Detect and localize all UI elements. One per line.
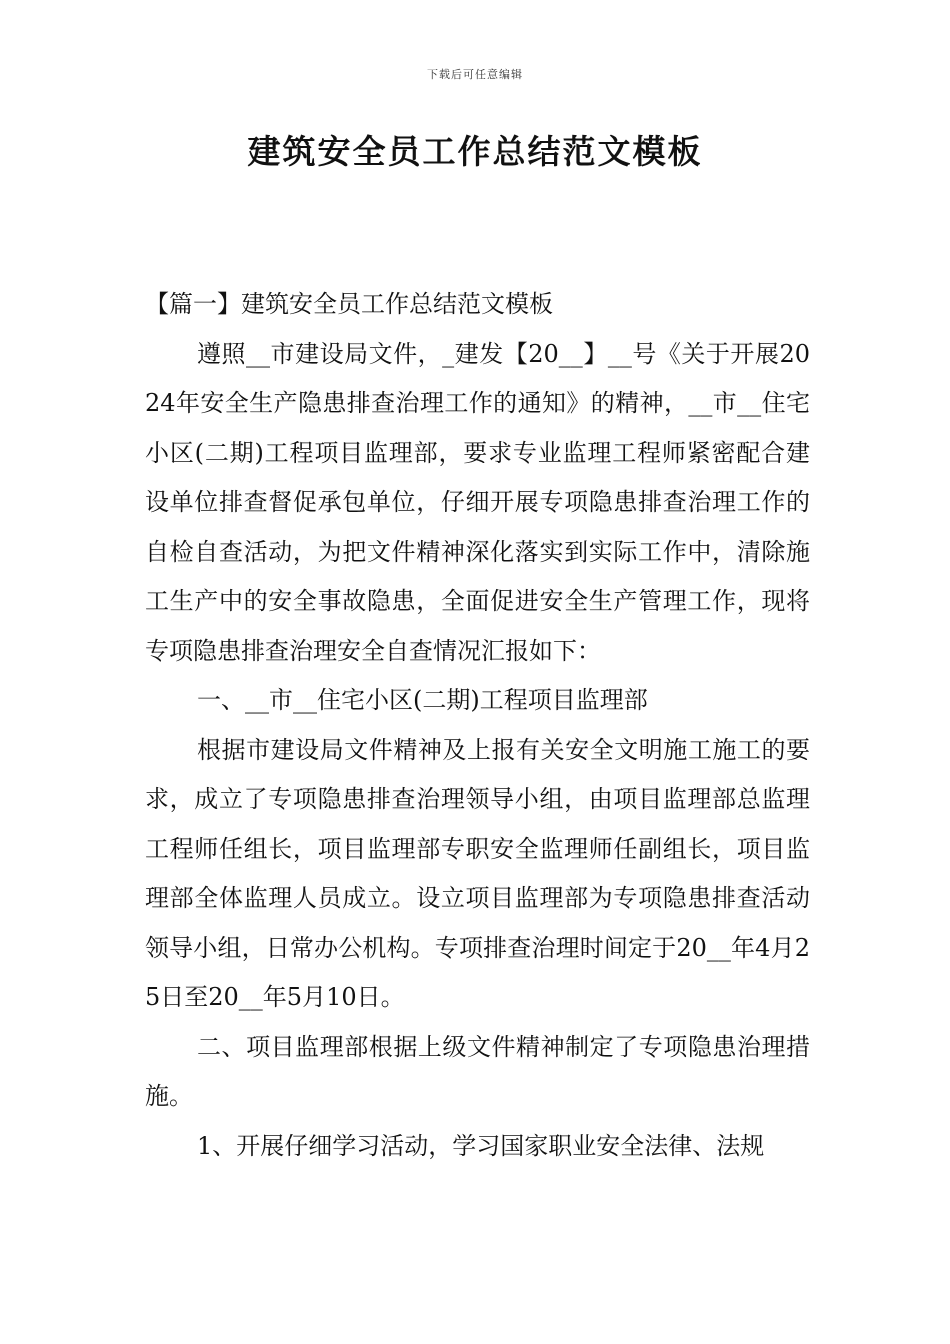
paragraph-leadership-group: 根据市建设局文件精神及上报有关安全文明施工施工的要求，成立了专项隐患排查治理领导小组，由项目监理部总监理工程师任组长，项目监理部专职安全监理师任副组长，项目监理部全体监理人员成立。设立项目监理部为专项隐患排查活动领导小组，日常办公机构。专项排查治理时间定于20__年4月25日至20__年5月10日。 [145,735,810,1011]
document-body [145,280,810,1171]
paragraph-intro: 遵照__市建设局文件，_建发【20__】__号《关于开展2024年安全生产隐患排查治理工作的通知》的精神，__市__住宅小区(二期)工程项目监理部，要求专业监理工程师紧密配合建设单位排查督促承包单位，仔细开展专项隐患排查治理工作的自检自查活动，为把文件精神深化落实到实际工作中，清除施工生产中的安全事故隐患，全面促进安全生产管理工作，现将专项隐患排查治理安全自查情况汇报如下： [145,339,810,665]
paragraph-item-one-heading: 一、__市__住宅小区(二期)工程项目监理部 [197,686,648,714]
paragraph-item-two-heading: 二、项目监理部根据上级文件精神制定了专项隐患治理措施。 [145,1032,810,1110]
section-heading: 【篇一】建筑安全员工作总结范文模板 [145,290,553,318]
paragraph-item-study: 1、开展仔细学习活动，学习国家职业安全法律、法规 [197,1131,765,1160]
header-note: 下载后可任意编辑 [427,68,523,81]
document-title: 建筑安全员工作总结范文模板 [247,132,703,171]
